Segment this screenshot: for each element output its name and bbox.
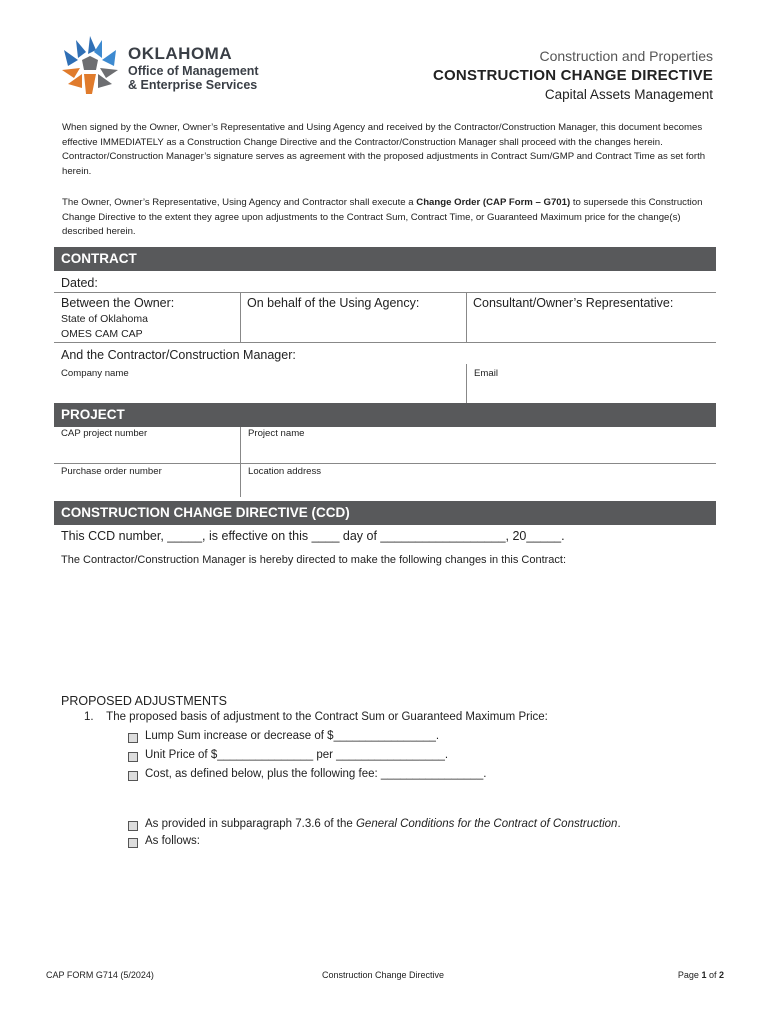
divider [54,463,716,464]
unit-price-label: Unit Price of $_______________ per _________________. [145,749,449,761]
intro-paragraph-2 [62,196,717,240]
unit-price-checkbox[interactable] [128,752,138,762]
owner-name: State of Oklahoma [61,313,148,325]
ccd-section-header: CONSTRUCTION CHANGE DIRECTIVE (CCD) [54,501,716,525]
contract-section-header: CONTRACT [54,247,716,271]
footer-doc-name: Construction Change Directive [322,970,445,980]
page-current: 1 [701,970,707,980]
lump-sum-label: Lump Sum increase or decrease of $________________. [145,730,440,742]
dated-label[interactable]: Dated: [61,276,98,290]
contractor-label: And the Contractor/Construction Manager: [61,348,296,362]
omes-logo [58,34,122,98]
gc-document-title: General Conditions for the Contract of Construction [355,818,618,830]
divider [466,292,467,342]
email-field[interactable]: Email [474,368,498,379]
divider [54,292,716,293]
project-section-header: PROJECT [54,403,716,427]
cost-plus-fee-label: Cost, as defined below, plus the following fee: ________________. [145,768,487,780]
logo-subtitle [128,64,259,92]
page-of: of [706,970,719,980]
company-name-field[interactable]: Company name [61,368,129,379]
intro-text-cont: to supersede this Construction Change Directive to the extent they agree upon adjustments to the Contract Sum, Contract Time, or Guaranteed Maximum price for the change(s) described herein. [62,197,703,237]
purchase-order-field[interactable]: Purchase order number [61,466,162,477]
divider [466,364,467,403]
page-total: 2 [718,970,724,980]
adjustment-item-1: 1. The proposed basis of adjustment to the Contract Sum or Guaranteed Maximum Price: [84,711,548,723]
logo-line2: Office of Management [128,64,259,78]
lump-sum-checkbox[interactable] [128,733,138,743]
logo-title: OKLAHOMA [128,44,233,63]
footer-form-id: CAP FORM G714 (5/2024) [46,970,154,980]
ccd-directed-text: The Contractor/Construction Manager is hereby directed to make the following changes in this Contract: [61,554,567,566]
document-subtitle: Capital Assets Management [544,87,713,102]
intro-text: The Owner, Owner’s Representative, Using Agency and Contractor shall execute a [62,197,417,208]
logo-line3: & Enterprise Services [128,78,258,92]
cap-project-number-field[interactable]: CAP project number [61,428,148,439]
divider [240,427,241,497]
change-order-ref: Change Order (CAP Form – G701) [416,197,571,208]
ccd-effective-line[interactable]: This CCD number, _____, is effective on this ____ day of __________________, 20_____. [61,529,565,543]
owner-label: Between the Owner: [61,296,175,310]
star-logo-icon [58,34,122,98]
as-follows-label: As follows: [145,835,200,847]
footer-page-number [678,970,724,980]
as-follows-checkbox[interactable] [128,838,138,848]
cost-plus-fee-checkbox[interactable] [128,771,138,781]
general-conditions-label [145,818,621,830]
consultant-label[interactable]: Consultant/Owner’s Representative: [473,296,674,310]
owner-office: OMES CAM CAP [61,328,143,340]
gc-text: As provided in subparagraph 7.3.6 of the [145,818,356,830]
document-title: CONSTRUCTION CHANGE DIRECTIVE [433,67,713,84]
department-name: Construction and Properties [539,48,713,64]
gc-period: . [617,818,621,830]
general-conditions-checkbox[interactable] [128,821,138,831]
location-address-field[interactable]: Location address [248,466,322,477]
project-name-field[interactable]: Project name [248,428,305,439]
divider [240,292,241,342]
using-agency-label[interactable]: On behalf of the Using Agency: [247,296,420,310]
adjustments-heading: PROPOSED ADJUSTMENTS [61,694,227,708]
page-label: Page [677,970,702,980]
divider [54,342,716,343]
intro-paragraph-1: When signed by the Owner, Owner’s Representative and Using Agency and received by the Contractor/Construction Manager, this document becomes effective IMMEDIATELY as a Construction Change Directive and the Contractor/Construction Manager shall proceed with the changes herein. Contractor/Construction Manager’s signature serves as agreement with the proposed adjustments in Contract Sum/GMP and Contract Time as set forth herein. [62,122,706,177]
